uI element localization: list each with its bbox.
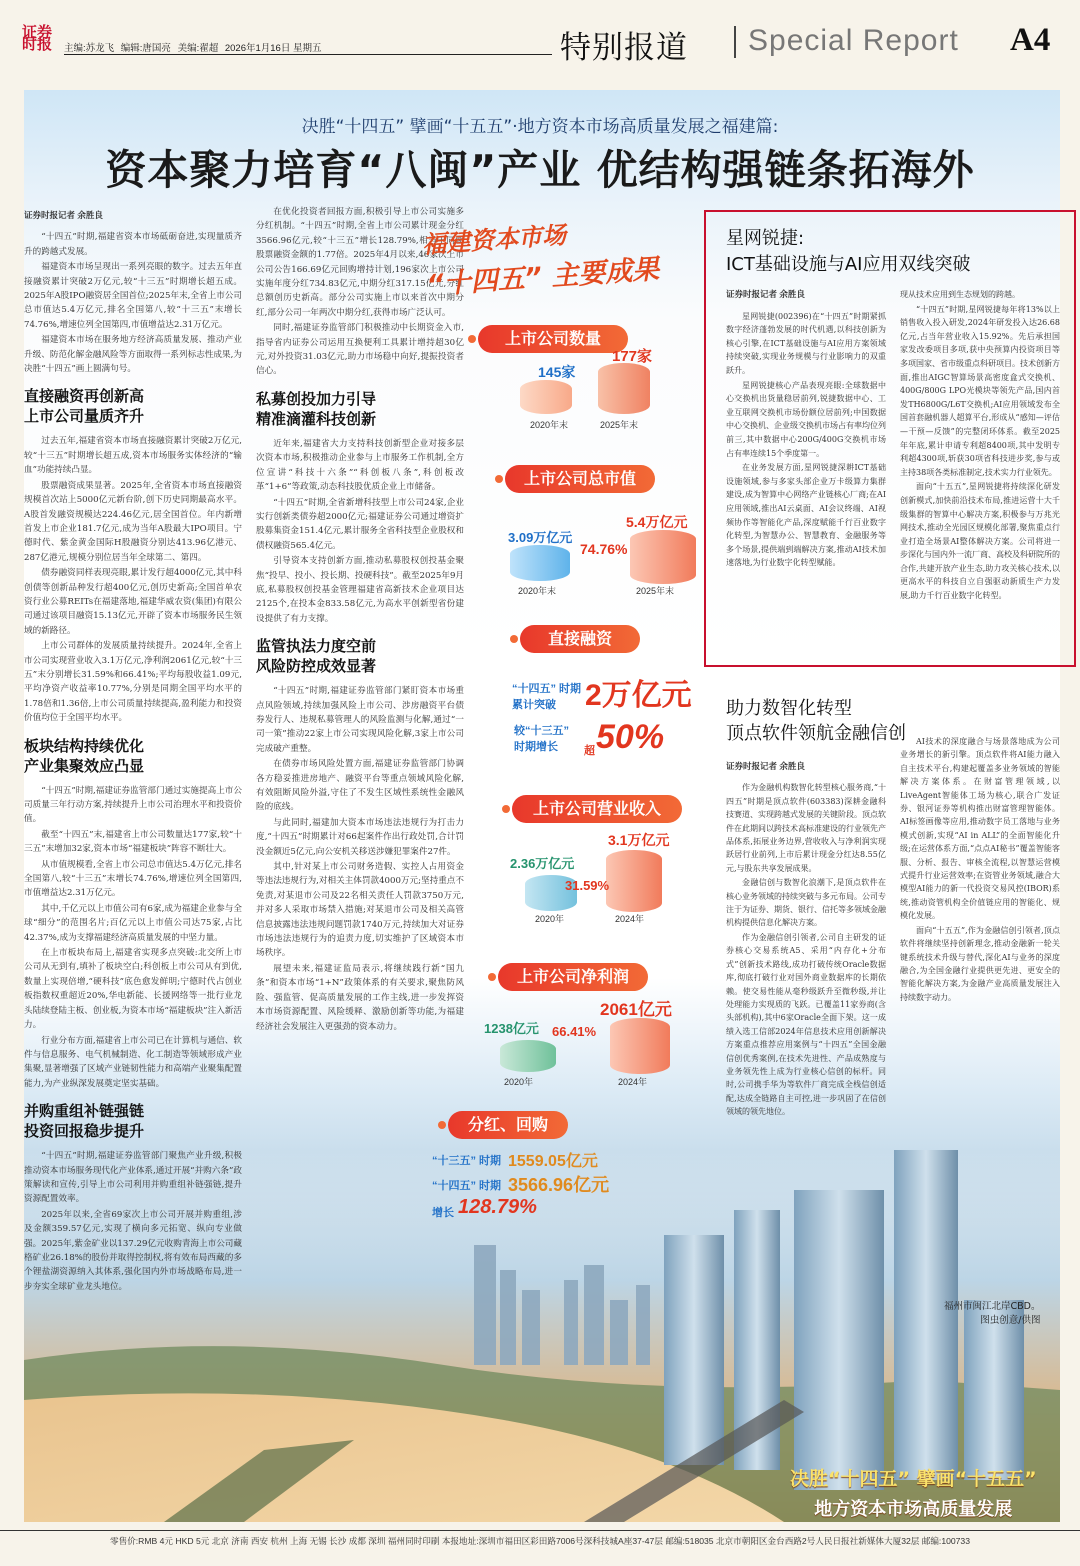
infographic-title: 福建资本市场 — [421, 221, 567, 259]
paragraph: 面向“十五五”,星网锐捷将持续深化研发创新模式,加快前沿技术布局,推进运营十大千级集群的智算中心解决方案,积极参与万兆光网技术,推动全光园区规模化部署,聚焦重点行业打造全场景AI整体解决方案。公司将进一步深化与国内外一流厂商、高校及科研院所的合作,共建开放产业生态,助力攻关核心技术,以更高水平的科技自立自强驱动新质生产力发展,助力千行百业数字化转型。 — [900, 482, 1060, 601]
pill-dividend: 分红、回购 — [448, 1111, 568, 1139]
chief-editor: 主编:苏龙飞 — [64, 43, 115, 54]
dividend-14-value: 3566.96亿元 — [508, 1175, 610, 1195]
editor: 编辑:唐国亮 — [120, 43, 171, 54]
paragraph: 星网锐捷核心产品表现亮眼:全球数据中心交换机出货量稳居前列,锐捷数据中心、工业互联网交换机市场份额位居前列;中国数据中心交换机、企业级交换机市场占有率均位列前三,其中数据中心200G/400G交换机市场占有率连续15个季度第一。 — [726, 380, 886, 458]
label-2024-profit: 2024年 — [618, 1077, 648, 1087]
label-2025-cap: 2025年末 — [636, 586, 675, 596]
paragraph: 同时,福建证券监管部门积极推动中长期资金入市,指导省内证券公司运用互换便利工具累计增持超30亿元,对外投资31.03亿元,助力市场稳中向好,提振投资者信心。 — [256, 323, 464, 377]
paragraph: 过去五年,福建省资本市场直接融资累计突破2万亿元,较“十三五”时期增长超五成,资本市场服务实体经济的“输血”功能持续凸显。 — [24, 436, 242, 476]
bar-2024-profit — [610, 1018, 670, 1074]
paragraph: 面向“十五五”,作为金融信创引领者,顶点软件将继续坚持创新理念,推动金融新一轮关键系统技术升级与替代,深化AI与业务的深度融合,为全国金融行业提供更先进、更安全的智能化解决方案,为金融产业高质量发展注入持续数字动力。 — [900, 925, 1060, 1002]
paragraph: 星网锐捷(002396)在“十四五”时期紧抓数字经济蓬勃发展的时代机遇,以科技创新为核心引擎,在ICT基础设施与AI应用方案领域持续突破,实现业务规模与行业影响力的双重跃升。 — [726, 311, 886, 375]
value-2020-cap: 3.09万亿元 — [508, 530, 573, 545]
banner-line-2: 地方资本市场高质量发展 — [814, 1499, 1013, 1520]
financing-growth-label: 较“十三五” 时期增长 — [514, 725, 569, 753]
value-2020-revenue: 2.36万亿元 — [510, 856, 575, 871]
masthead — [0, 0, 1080, 66]
masthead-rule — [64, 54, 552, 55]
paragraph: 作为金融机构数智化转型核心服务商,“十四五”时期是顶点软件(603383)深耕金融科技赛道、实现跨越式发展的关键阶段。顶点软件在此期间以跨技术高标准建设的行业领先产品体系,拓展业务边界,营收收入与净利润实现跃居行业前列,上市后累计现金分红达8.55亿元,与股东共享发展成果。 — [726, 783, 886, 873]
paragraph: 截至“十四五”末,福建省上市公司数量达177家,较“十三五”末增加32家,资本市场“福建板块”阵容不断壮大。 — [24, 829, 242, 855]
paragraph: 从市值规模看,全省上市公司总市值达5.4万亿元,排名全国第八,较“十三五”末增长74.76%,增速位列全国第四,市值增益达2.31万亿元。 — [24, 859, 242, 899]
second-article-title: 助力数智化转型 顶点软件领航金融信创 — [726, 698, 906, 744]
label-2020-revenue: 2020年 — [535, 914, 565, 924]
growth-cap: 74.76% — [580, 541, 628, 557]
paragraph: 上市公司群体的发展质量持续提升。2024年,全省上市公司实现营业收入3.1万亿元,净利润2061亿元,较“十三五”末分别增长31.59%和66.41%;平均每股收益1.09元,平均净资产收益率10.77%,分别是同期全国平均水平的1.78倍和1.36倍,上市公司质量持续提高,盈利能力和投资价值均位于全国平均水平。 — [24, 641, 242, 724]
kicker-line: 决胜“十四五” 擘画“十五五”·地方资本市场高质量发展之福建篇: — [301, 117, 779, 137]
paragraph: 其中,千亿元以上市值公司有6家,成为福建企业参与全球“细分”的范围名片;百亿元以上市值公司达75家,占比42.37%,成为支撑福建经济高质量发展的中坚力量。 — [24, 903, 242, 943]
dividend-14-label: “十四五” 时期 — [432, 1180, 502, 1192]
boxed-article-col2 — [900, 288, 1060, 604]
paragraph: 股票融资成果显著。2025年,全省资本市场直接融资规模首次站上5000亿元新台阶,创下历史同期最高水平。A股首发融资规模达224.46亿元,居全国首位。年内新增首发上市企业181.7亿元,成为当年A股最大IPO项目。宁德时代、紫金黄金国际H股融资分别达413.96亿港元、287亿港元,规模分别位居当年全球第二、第四。 — [24, 480, 242, 563]
financing-growth-value: 50% — [596, 718, 665, 756]
second-byline: 证券时报记者 余胜良 — [726, 761, 805, 771]
dividend-growth-label: 增长 — [432, 1207, 454, 1219]
pill-net-profit: 上市公司净利润 — [498, 963, 648, 991]
second-article-col1 — [726, 760, 886, 1120]
boxed-byline: 证券时报记者 余胜良 — [726, 289, 805, 299]
pill-market-cap: 上市公司总市值 — [505, 465, 655, 493]
dividend-13-label: “十三五” 时期 — [432, 1155, 502, 1167]
paragraph: “十四五”时期,福建证券监管部门紧盯资本市场重点风险领域,持续加强风险上市公司、涉房融资平台债券发行人、违规私募管理人的风险监测与化解,通过“一司一策”推动22家上市公司实现风险化解,3家上市公司完成破产重整。 — [256, 686, 464, 754]
paragraph: 行业分布方面,福建省上市公司已在计算机与通信、软件与信息服务、电气机械制造、化工制造等领域形成产业集聚,显著增强了区域产业链韧性能力和高端产业聚集配置能力,为产业纵深发展奠定坚实基础。 — [24, 1035, 242, 1089]
section-title-cn: 特别报道 — [560, 30, 688, 66]
paragraph: 展望未来,福建证监局表示,将继续践行新“国九条”和资本市场“1+N”政策体系的有关要求,聚焦防风险、强监管、促高质量发展的工作主线,进一步发挥资本市场资源配置、风险缓释、激励创新等功能,为福建经济社会发展注入更强劲的资本动力。 — [256, 963, 464, 1032]
paragraph: 在业务发展方面,星网锐捷深耕ICT基础设施领域,参与多家头部企业万卡级算力集群建设,成为智算中心网络产业链核心厂商;在AI应用领域,推出AI云桌面、AI会议终端、AI视频协作等智能化产品,深度赋能千行百业数字化转型,为智慧办公、智慧教育、金融服务等多个场景,提供端到端解决方案,推动AI技术加速落地,为行业数字化转型赋能。 — [726, 463, 886, 568]
dividend-growth-value: 128.79% — [458, 1196, 537, 1218]
label-2020-listed: 2020年末 — [530, 420, 569, 430]
bar-2020-listed — [520, 380, 572, 414]
boxed-article-col1 — [726, 288, 886, 571]
label-2024-revenue: 2024年 — [615, 914, 645, 924]
lead-byline: 证券时报记者 余胜良 — [24, 210, 103, 220]
label-2020-cap: 2020年末 — [518, 586, 557, 596]
subhead: 私募创投加力引导 精准滴灌科技创新 — [256, 389, 377, 428]
paragraph: 金融信创与数智化浪潮下,是顶点软件在核心业务领域的持续突破与多元布局。公司专注于为证券、期货、银行、信托等多领域金融机构提供信息化解决方案。 — [726, 878, 886, 928]
second-article-col2 — [900, 735, 1060, 1005]
paragraph: 福建资本市场在服务地方经济高质量发展、推动产业升级、防范化解金融风险等方面取得一系列标志性成果,为决胜“十四五”画上圆满句号。 — [24, 335, 242, 375]
bar-2020-cap — [510, 545, 570, 581]
paragraph: 作为金融信创引领者,公司自主研发的证券核心交易系统A5、采用“内存化+分布式”创新技术路线,成功打破传统Oracle数据库,彻底打破行业对国外商业数据库的长期依赖。使交易性能从毫秒级跃升至微秒级,并让处理能力实现质的飞跃。已覆盖11家券商(含头部机构),其中6家Oracle全面下架。这一成绩入选工信部2024年信息技术应用创新解决方案重点推荐应用案例与“十四五”全国金融信创优秀案例,在技术先进性、产品成熟度与业务领先性上成为行业核心信创的标杆。同时,公司携手华为等软件厂商完成全栈信创适配,达成全链路自主可控,进一步巩固了在信创领域的领先地位。 — [726, 932, 886, 1117]
pill-listed-count: 上市公司数量 — [478, 325, 628, 353]
paragraph: 在优化投资者回报方面,积极引导上市公司实施多分红机制。“十四五”时期,全省上市公司累计现金分红3566.96亿元,较“十三五”增长128.79%,相当于同期股票融资金额的1.77倍。2025年4月以来,46家次上市公司公告166.69亿元回购增持计划,196家次上市公司实施年度分红734.83亿元,中期分红317.15亿元,分红总额创历史新高。部分公司实施上市以来首次中期分红,部分公司一年两次中期分红,获得市场广泛认可。 — [256, 207, 464, 318]
value-2025-listed: 177家 — [612, 348, 653, 365]
value-2024-revenue: 3.1万亿元 — [608, 832, 670, 848]
paragraph: 现从技术应用到生态规划的跨越。 — [900, 290, 1020, 299]
issue-date: 2026年1月16日 星期五 — [224, 43, 322, 54]
bar-2024-revenue — [606, 850, 662, 912]
paragraph: 在上市板块布局上,福建省实现多点突破:北交所上市公司从无到有,填补了板块空白;科创板上市公司从有到优,数量上实现倍增,“硬科技”底色愈发鲜明;宁德时代占创业板指数权重超近20%,华电新能、长援网络等一批行业龙头陆续登陆主板、创业板,为资本市场“福建板块”注入新活力。 — [24, 948, 242, 1031]
newspaper-logo: 证券 时报 — [22, 23, 53, 53]
value-2025-cap: 5.4万亿元 — [626, 514, 688, 530]
paragraph: 引导资本支持创新方面,推动私募股权创投基金聚焦“投早、投小、投长期、投硬科技”。截至2025年9月底,私募股权创投基金管理福建省高新技术企业项目达2125个,在投本金833.58亿元,为高水平创新型省份建设提供了有力支撑。 — [256, 556, 465, 624]
page-headline: 资本聚力培育“八闽”产业 优结构强链条拓海外 — [105, 146, 975, 194]
paragraph: 福建资本市场呈现出一系列亮眼的数字。过去五年直接融资累计突破2万亿元,较“十三五”时期增长超五成。2025年A股IPO融资居全国首位;2025年末,全省上市公司总市值达5.4万亿元,排名全国第八,较“十三五”末增长74.76%,增速位列全国第四,市值增益达2.31万亿元。 — [24, 262, 242, 330]
banner-line-1: 决胜“十四五” 擘画“十五五” — [790, 1468, 1037, 1490]
paragraph: 近年来,福建省大力支持科技创新型企业对接多层次资本市场,积极推动企业参与上市服务工作机制,全方位宣讲“科技十六条”“科创板八条”,科创板改革“1+6”等政策,动态科技股优质企业上市储备。 — [256, 438, 464, 493]
infographic-subtitle: “十四五” 主要成果 — [425, 253, 661, 302]
bottom-banner — [790, 1464, 1037, 1521]
page-footer: 零售价:RMB 4元 HKD 5元 北京 济南 西安 杭州 上海 无锡 长沙 成都 深圳 福州同时印刷 本报地址:深圳市福田区彩田路7006号深科技城A座37-47层 邮编:518035 北京市朝阳区金台西路2号人民日报社新媒体大厦32层 邮编:100733 — [0, 1530, 1080, 1547]
paragraph: 其中,针对某上市公司财务造假、实控人占用资金等违法违规行为,对相关主体罚款4000万元;坚持重点不免责,对某退市公司及22名相关责任人罚款3750万元,并对多人采取市场禁入措施;对某退市公司及相关高管信息披露违法违规问题罚款1740万元,持续加大对证券市场违法违规行为的追责力度,切实维护了区域资本市场秩序。 — [256, 862, 464, 959]
photo-caption: 福州市闽江北岸CBD。 图虫创意/供图 — [944, 1301, 1041, 1326]
value-2020-listed: 145家 — [538, 364, 576, 380]
section-title-en: Special Report — [748, 24, 959, 57]
paragraph: “十四五”时期,福建证券监管部门通过实施提高上市公司质量三年行动方案,持续提升上市公司治理水平和投资价值。 — [24, 785, 242, 825]
bar-2020-profit — [500, 1040, 556, 1072]
paragraph: AI技术的深度融合与场景落地成为公司业务增长的新引擎。顶点软件将AI能力融入自主技术平台,构建起覆盖多业务领域的智能解决方案体系。在财富管理领域,以LiveAgent智能体工场为核心,联合广发证券、银河证券等机构推出财富管理智能体。AI标签画像等应用,推动数字员工落地与业务模式创新,实现“AI in ALL”的全面智能化升级;在运营体系方面,“点点AI秘书”覆盖智能客服、分析、报告、审核全流程,以智慧运营模式提升行业运营效率;在资管业务领域,融合大模型AI能力的新一代投资交易风控(IBOR)系统,推动资管机构全价值链应用的智能化、规模化发展。 — [900, 737, 1060, 921]
paragraph: 债券融资同样表现亮眼,累计发行超4000亿元,其中科创债等创新品种发行超400亿元,创历史新高;全国首单农资行业公募REITs在福建落地,福建华威农资(集团)有限公司通过该项目融资15.13亿元,开辟了资本市场服务民生领域的新路径。 — [24, 568, 242, 636]
value-2024-profit: 2061亿元 — [600, 1000, 672, 1019]
growth-profit: 66.41% — [552, 1024, 597, 1039]
subhead: 并购重组补链强链 投资回报稳步提升 — [24, 1102, 145, 1141]
subhead: 直接融资再创新高 上市公司量质齐升 — [24, 387, 145, 426]
subhead: 板块结构持续优化 产业集聚效应凸显 — [24, 736, 145, 775]
financing-period-label: “十四五” 时期 累计突破 — [512, 683, 582, 711]
paragraph: “十四五”时期,星网锐捷每年将13%以上销售收入投入研发,2024年研发投入达26.68亿元,占当年营业收入15.92%。先后承担国家发改委项目多项,获中央预算内投资项目等多项国家、省市级重点科研项目。技术创新方面,推出AIGC智算场景高密度盒式交换机、400G/800G LPO光模块等领先产品,国内首发TH6800G/L6T交换机;AI应用领域发布全国首套融机器人超算平台,形成从“感知—评估—干预—反馈”的完整闭环体系。截至2025年年底,累计申请专利超8400项,其中发明专利超4300项,斩获30项省科技进步奖,参与或主持38项各类标准制定,技术实力行业领先。 — [900, 304, 1060, 477]
editor-credits — [64, 40, 325, 54]
dividend-13-value: 1559.05亿元 — [508, 1153, 598, 1170]
pill-revenue: 上市公司营业收入 — [512, 795, 682, 823]
financing-growth-prefix: 超 — [584, 745, 595, 757]
paragraph: “十四五”时期,全省新增科技型上市公司24家,企业实行创新类债券超2000亿元;福建证券公司通过增资扩股募集资金151.4亿元,累计服务全省科技型企业股权和债权融资565.4亿元。 — [256, 497, 464, 551]
page-number: A4 — [1010, 22, 1051, 58]
value-2020-profit: 1238亿元 — [484, 1021, 539, 1036]
pill-direct-financing: 直接融资 — [520, 625, 640, 653]
lead-article-col1 — [24, 208, 242, 1295]
label-2020-profit: 2020年 — [504, 1077, 534, 1087]
art-editor: 美编:翟超 — [177, 43, 219, 54]
lead-article-col2 — [256, 205, 464, 1035]
label-2025-listed: 2025年末 — [600, 420, 639, 430]
paragraph: 与此同时,福建加大资本市场违法违规行为打击力度,“十四五”时期累计对66起案件作出行政处罚,合计罚没金额近5亿元,向公安机关移送涉嫌犯罪案件27件。 — [256, 817, 464, 857]
paragraph: “十四五”时期,福建省资本市场砥砺奋进,实现量质齐升的跨越式发展。 — [24, 232, 242, 257]
paragraph: “十四五”时期,福建证券监管部门聚焦产业升级,积极推动资本市场服务现代化产业体系,通过开展“并购六条”政策解读和宣传,引导上市公司利用并购重组补链强链,提升资源配置效率。 — [24, 1151, 242, 1205]
bar-2025-listed — [598, 363, 650, 414]
section-divider — [734, 26, 736, 58]
boxed-article-title: 星网锐捷: ICT基础设施与AI应用双线突破 — [726, 228, 971, 275]
paragraph: 在债券市场风险处置方面,福建证券监管部门协调各方稳妥推进房地产、融资平台等重点领域风险化解,有效阻断风险外溢,守住了不发生区域性系统性金融风险的底线。 — [256, 759, 464, 813]
bar-2025-cap — [630, 530, 696, 584]
paragraph: 2025年以来,全省69家次上市公司开展并购重组,涉及金额359.57亿元,实现了横向多元拓宽、纵向专业做强。2025年,紫金矿业以137.29亿元收购青海上市公司藏格矿业26.18%的股份并取得控制权,将有效布局西藏的多个锂盐湖资源纳入其体系,强化国内外市场战略布局,进一步夯实全球矿业龙头地位。 — [24, 1209, 242, 1292]
growth-revenue: 31.59% — [565, 878, 610, 893]
financing-value: 2万亿元 — [585, 679, 692, 712]
subhead: 监管执法力度空前 风险防控成效显著 — [256, 637, 377, 676]
